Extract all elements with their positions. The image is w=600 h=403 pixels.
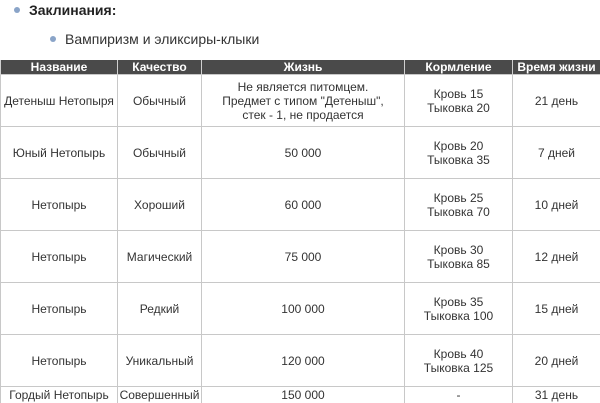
cell-life: 60 000 [202, 179, 405, 231]
table-row [1, 387, 600, 403]
cell-quality: Уникальный [118, 335, 202, 387]
cell-feeding: Кровь 15 Тыковка 20 [405, 75, 513, 127]
cell-lifetime: 21 день [513, 75, 600, 127]
cell-name: Гордый Нетопырь [1, 387, 118, 403]
cell-life: Не является питомцем. Предмет с типом "Детеныш", стек - 1, не продается [202, 75, 405, 127]
cell-name: Нетопырь [1, 179, 118, 231]
bullet-vampirism [50, 29, 259, 49]
cell-name: Детеныш Нетопыря [1, 75, 118, 127]
cell-feeding: Кровь 30 Тыковка 85 [405, 231, 513, 283]
cell-quality: Магический [118, 231, 202, 283]
cell-life: 50 000 [202, 127, 405, 179]
bullet-dot-icon [50, 36, 56, 42]
table-row [1, 75, 600, 127]
table-row [1, 179, 600, 231]
cell-feeding: - [405, 387, 513, 403]
cell-life: 75 000 [202, 231, 405, 283]
cell-quality: Совершенный [118, 387, 202, 403]
cell-lifetime: 12 дней [513, 231, 600, 283]
header-name: Название [1, 60, 118, 75]
table-row [1, 335, 600, 387]
cell-feeding: Кровь 35 Тыковка 100 [405, 283, 513, 335]
cell-lifetime: 15 дней [513, 283, 600, 335]
cell-name: Юный Нетопырь [1, 127, 118, 179]
cell-lifetime: 20 дней [513, 335, 600, 387]
header-life: Жизнь [202, 60, 405, 75]
cell-feeding: Кровь 40 Тыковка 125 [405, 335, 513, 387]
cell-quality: Обычный [118, 75, 202, 127]
cell-name: Нетопырь [1, 283, 118, 335]
table-row [1, 127, 600, 179]
header-lifetime: Время жизни [513, 60, 600, 75]
cell-feeding: Кровь 20 Тыковка 35 [405, 127, 513, 179]
cell-name: Нетопырь [1, 231, 118, 283]
cell-lifetime: 31 день [513, 387, 600, 403]
cell-life: 150 000 [202, 387, 405, 403]
table-header-row [1, 60, 600, 75]
table-row [1, 231, 600, 283]
cell-lifetime: 7 дней [513, 127, 600, 179]
cell-quality: Хороший [118, 179, 202, 231]
cell-life: 100 000 [202, 283, 405, 335]
cell-lifetime: 10 дней [513, 179, 600, 231]
pet-table [0, 60, 600, 403]
bullet-spells [14, 1, 116, 19]
cell-feeding: Кровь 25 Тыковка 70 [405, 179, 513, 231]
header-quality: Качество [118, 60, 202, 75]
cell-life: 120 000 [202, 335, 405, 387]
bullet-spells-label: Заклинания: [29, 2, 116, 18]
cell-quality: Редкий [118, 283, 202, 335]
cell-name: Нетопырь [1, 335, 118, 387]
header-feeding: Кормление [405, 60, 513, 75]
bullet-vampirism-label: Вампиризм и эликсиры-клыки [65, 31, 259, 47]
table-row [1, 283, 600, 335]
bullet-dot-icon [14, 7, 20, 13]
cell-quality: Обычный [118, 127, 202, 179]
